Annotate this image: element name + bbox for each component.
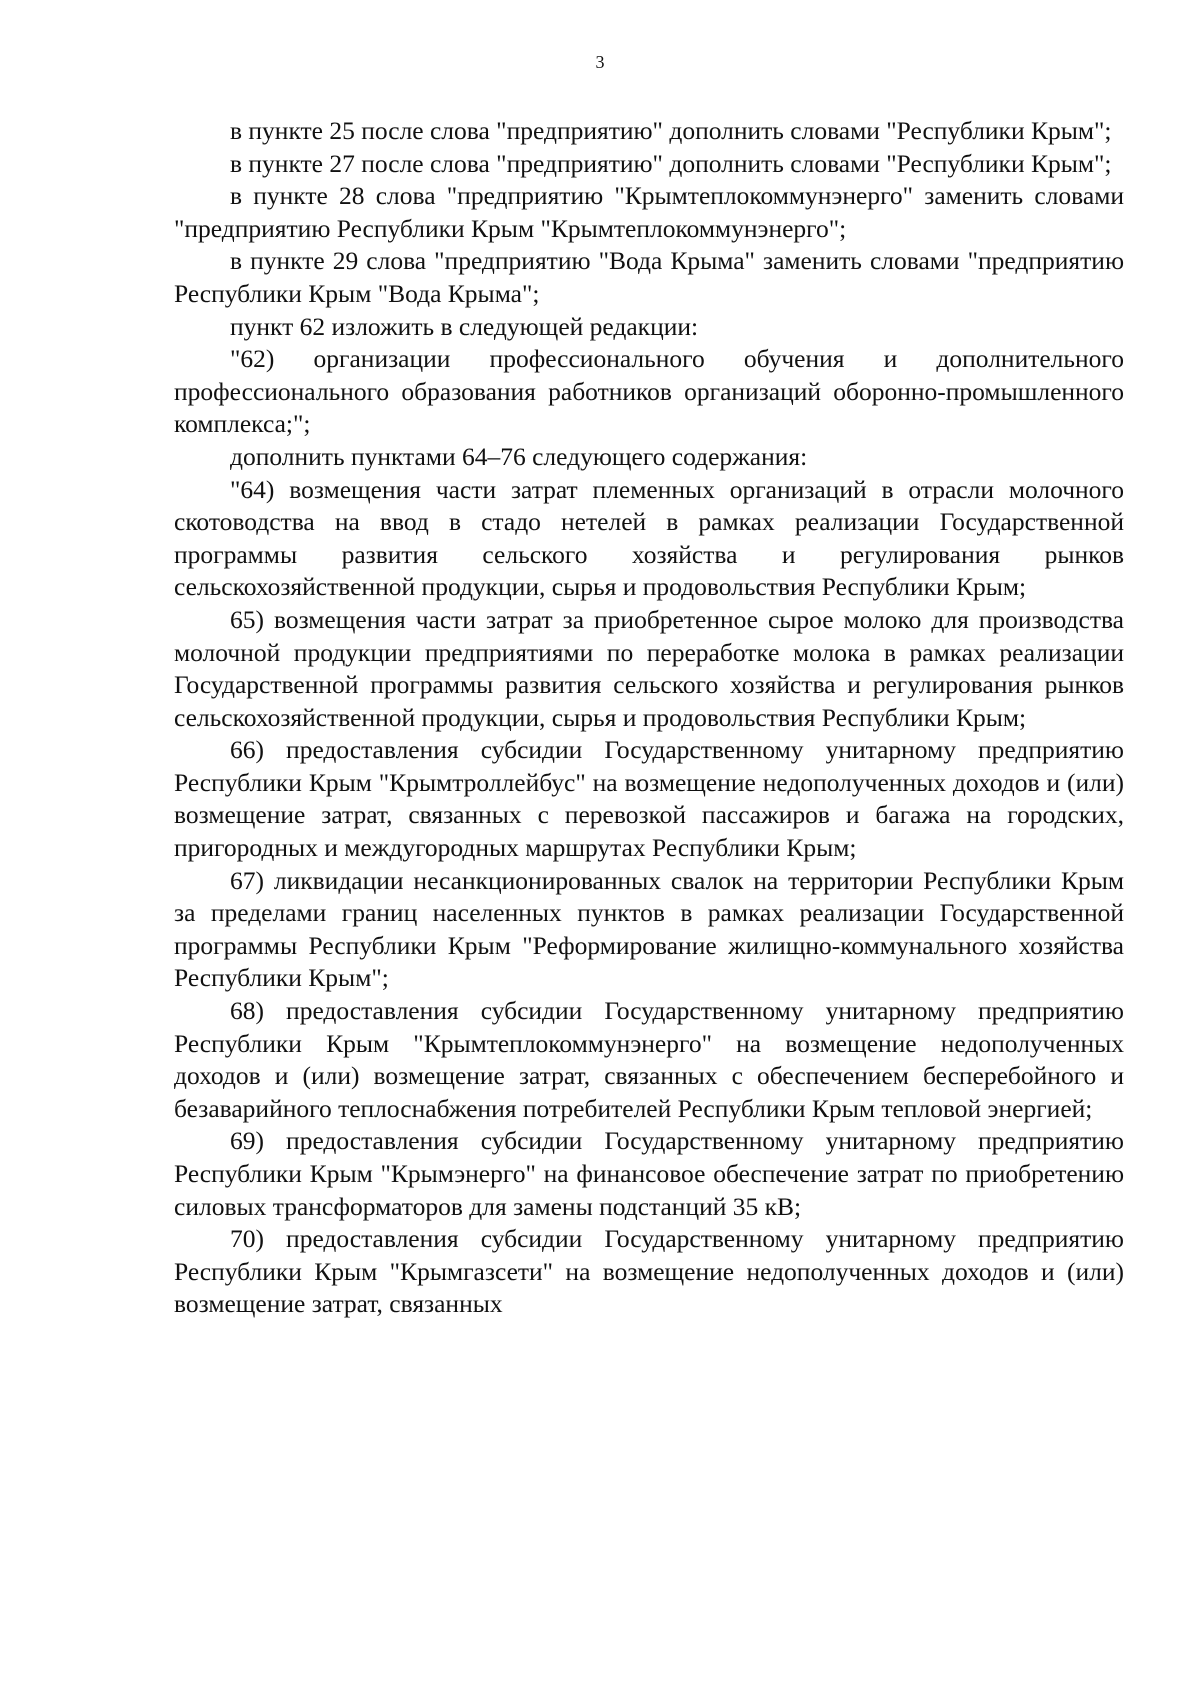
paragraph-item-28: в пункте 28 слова "предприятию "Крымтеплокоммунэнерго" заменить словами "предприятию Республики Крым "Крымтеплокоммунэнерго"; [174, 181, 1124, 243]
paragraph-item-25: в пункте 25 после слова "предприятию" дополнить словами "Республики Крым"; [230, 116, 1112, 145]
paragraph-add-items-intro: дополнить пунктами 64–76 следующего содержания: [230, 441, 808, 471]
paragraph-item-27: в пункте 27 после слова "предприятию" дополнить словами "Республики Крым"; [230, 148, 1112, 178]
paragraph-item-62-text: "62) организации профессионального обучения и дополнительного профессионального образования работников организаций оборонно-промышленного комплекса;"; [174, 344, 1124, 439]
paragraph-item-70: 70) предоставления субсидии Государственному унитарному предприятию Республики Крым "Крымгазсети" на возмещение недополученных доходов и (или) возмещение затрат, связанных [174, 1224, 1124, 1319]
paragraph-item-65: 65) возмещения части затрат за приобретенное сырое молоко для производства молочной продукции предприятиями по переработке молока в рамках реализации Государственной программы развития сельского хозяйства и регулирования рынков сельскохозяйственной продукции, сырья и продовольствия Республики Крым; [174, 604, 1124, 732]
paragraph-item-62-intro: пункт 62 изложить в следующей редакции: [230, 311, 699, 341]
paragraph-item-64: "64) возмещения части затрат племенных организаций в отрасли молочного скотоводства на ввод в стадо нетелей в рамках реализации Государственной программы развития сельского хозяйства и регулирования рынков сельскохозяйственной продукции, сырья и продовольствия Республики Крым; [174, 474, 1124, 602]
paragraph-item-69: 69) предоставления субсидии Государственному унитарному предприятию Республики Крым "Крымэнерго" на финансовое обеспечение затрат по приобретению силовых трансформаторов для замены подстанций 35 кВ; [174, 1126, 1124, 1221]
page-number: 3 [595, 52, 605, 72]
paragraph-item-29: в пункте 29 слова "предприятию "Вода Крыма" заменить словами "предприятию Республики Крым "Вода Крыма"; [174, 246, 1124, 308]
document-body [174, 115, 1124, 1321]
paragraph-item-66: 66) предоставления субсидии Государственному унитарному предприятию Республики Крым "Крымтроллейбус" на возмещение недополученных доходов и (или) возмещение затрат, связанных с перевозкой пассажиров и багажа на городских, пригородных и междугородных маршрутах Республики Крым; [174, 735, 1124, 863]
paragraph-item-67: 67) ликвидации несанкционированных свалок на территории Республики Крым за пределами границ населенных пунктов в рамках реализации Государственной программы Республики Крым "Реформирование жилищно-коммунального хозяйства Республики Крым"; [174, 865, 1124, 993]
paragraph-item-68: 68) предоставления субсидии Государственному унитарному предприятию Республики Крым "Крымтеплокоммунэнерго" на возмещение недополученных доходов и (или) возмещение затрат, связанных с обеспечением бесперебойного и безаварийного теплоснабжения потребителей Республики Крым тепловой энергией; [174, 996, 1124, 1123]
